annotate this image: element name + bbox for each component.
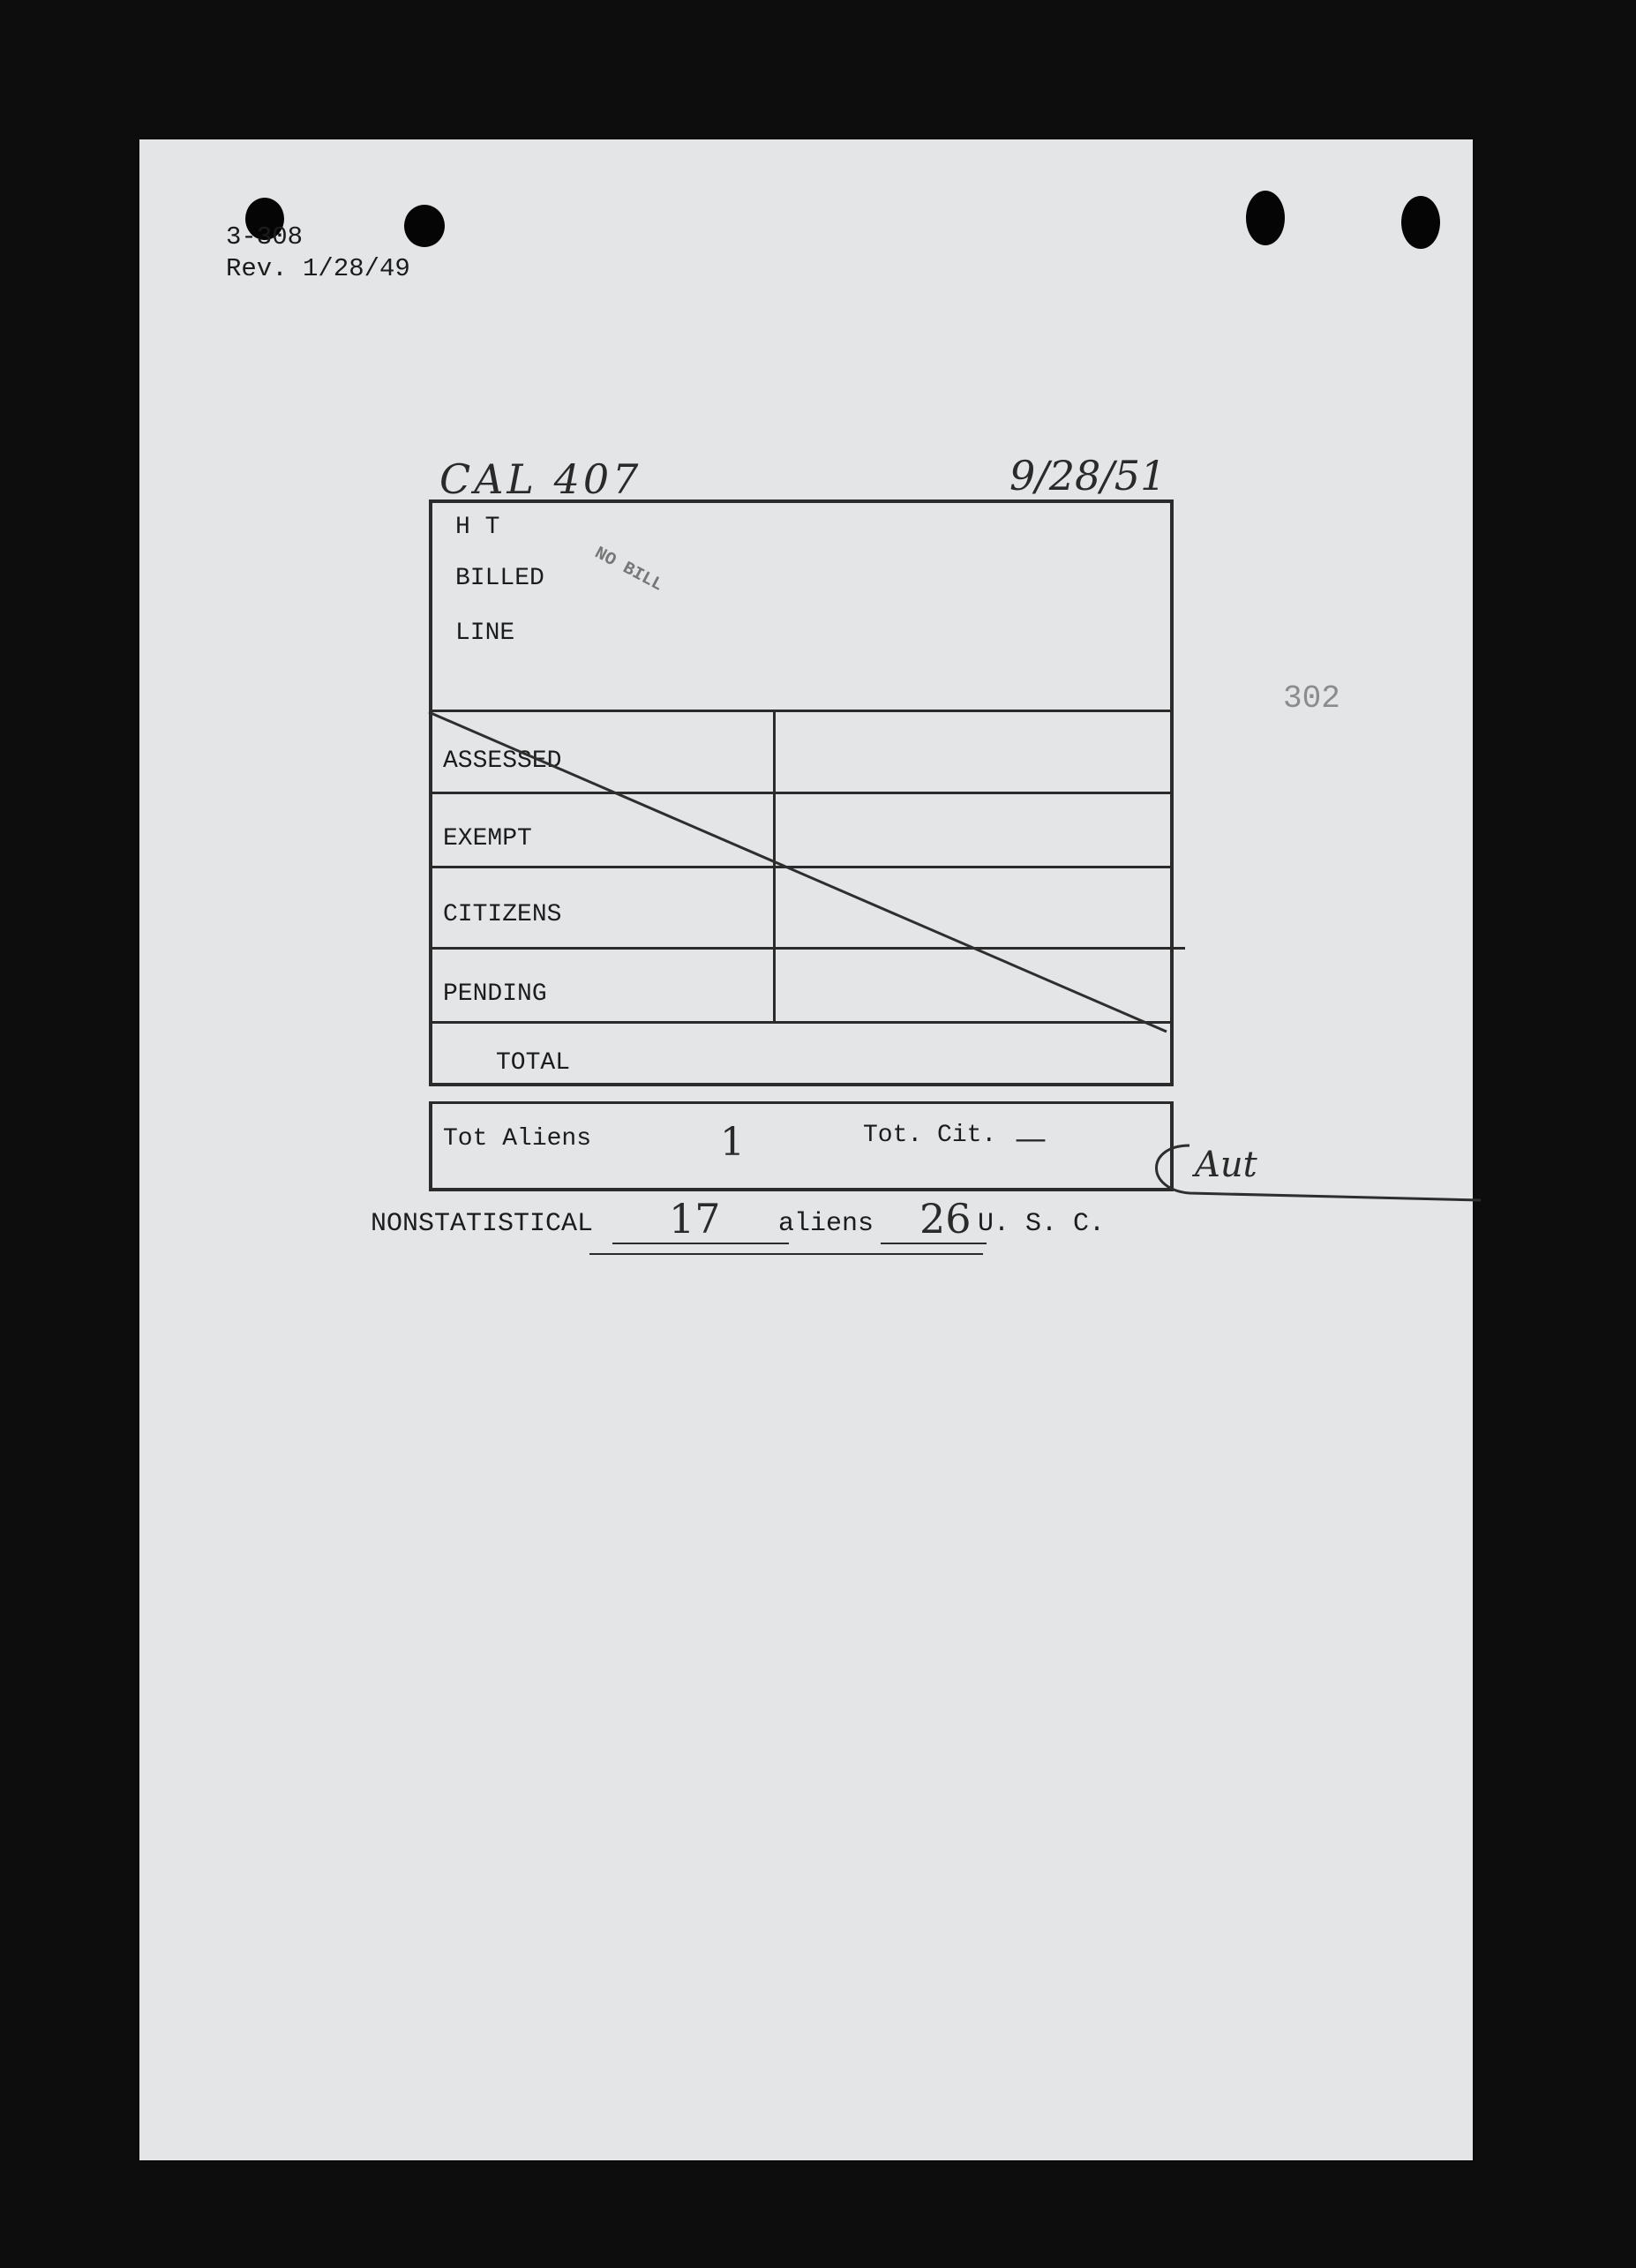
initials: Aut — [1195, 1145, 1257, 1185]
strike-line — [429, 707, 1170, 1042]
handwritten-date: 9/28/51 — [1009, 452, 1167, 499]
nonstatistical-aliens-value: 17 — [669, 1195, 721, 1243]
form-number: 3-308 — [226, 222, 304, 252]
line-label: LINE — [455, 620, 515, 647]
revision-date: Rev. 1/28/49 — [226, 254, 410, 283]
tot-cit-value: — — [1015, 1121, 1047, 1157]
underline — [881, 1243, 987, 1244]
usc-label: U. S. C. — [978, 1209, 1106, 1239]
count-rows — [429, 710, 1174, 1086]
punch-hole — [404, 205, 445, 247]
row-label: ASSESSED — [443, 747, 562, 775]
case-code: CAL 407 — [439, 455, 642, 503]
underline — [798, 1253, 983, 1255]
nonstatistical-label: NONSTATISTICAL — [371, 1209, 594, 1239]
tot-aliens-label: Tot Aliens — [443, 1125, 592, 1153]
totals-box — [429, 1101, 1174, 1191]
billed-label: BILLED — [455, 565, 544, 592]
row-label: PENDING — [443, 980, 547, 1008]
underline — [589, 1253, 810, 1255]
underline — [612, 1243, 789, 1244]
nonstatistical-usc-value: 26 — [919, 1195, 972, 1243]
tot-aliens-value: 1 — [720, 1120, 745, 1165]
ht-label: H T — [455, 514, 500, 541]
punch-hole — [1401, 196, 1440, 249]
document-page — [139, 139, 1473, 2160]
no-bill-stamp: NO BILL — [590, 543, 666, 597]
initials-flourish — [1128, 1137, 1498, 1207]
punch-hole — [1246, 191, 1285, 245]
row-label: CITIZENS — [443, 901, 562, 928]
tot-cit-label: Tot. Cit. — [863, 1122, 997, 1149]
total-label: TOTAL — [496, 1049, 571, 1077]
row-label: EXEMPT — [443, 825, 532, 852]
aliens-label: aliens — [778, 1209, 874, 1239]
billing-box — [429, 499, 1174, 715]
stamp-number: 302 — [1283, 680, 1340, 717]
